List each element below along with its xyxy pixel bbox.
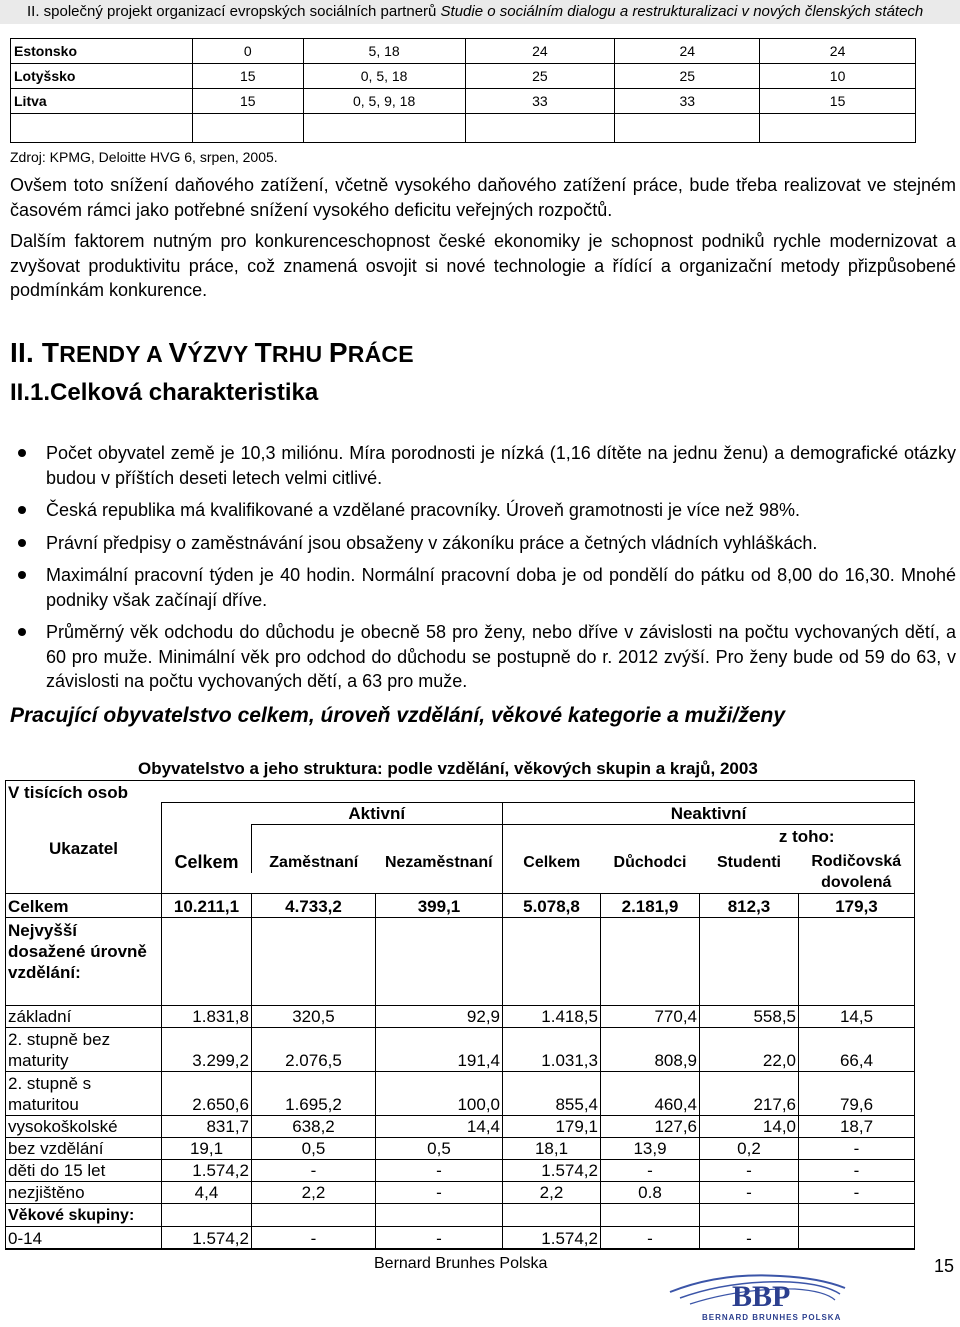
section-heading: II. TRENDY A VÝZVY TRHU PRÁCE — [10, 337, 414, 368]
table-row: vysokoškolské 831,7 638,2 14,4 179,1 127,6 14,0 18,7 — [6, 1115, 915, 1137]
table-heading: Pracující obyvatelstvo celkem, úroveň vzdělání, věkové kategorie a muži/ženy — [10, 704, 786, 727]
logo-text: BBP — [732, 1280, 791, 1313]
table-row: děti do 15 let 1.574,2 - - 1.574,2 - - - — [6, 1159, 915, 1181]
table-row: Celkem 10.211,1 4.733,2 399,1 5.078,8 2.181,9 812,3 179,3 — [6, 893, 915, 917]
col-header: Rodičovská dovolená — [799, 847, 915, 894]
logo-subtext: BERNARD BRUNHES POLSKA — [702, 1313, 842, 1322]
paragraph-1: Ovšem toto snížení daňového zatížení, včetně vysokého daňového zatížení práce, bude třeba realizovat ve stejném časovém rámci jako potřebné snížení vysokého deficitu veřejných rozpočtů. — [10, 175, 956, 220]
ztoho-header: z toho: — [700, 825, 915, 847]
table-row: bez vzdělání 19,1 0,5 0,5 18,1 13,9 0,2 - — [6, 1137, 915, 1159]
col-header: Důchodci — [613, 853, 687, 871]
list-item: Průměrný věk odchodu do důchodu je obecně 58 pro ženy, nebo dříve v závislosti na počtu vychovaných dětí, a 60 pro muže. Minimální věk pro odchod do důchodu se postupně do r. 2012 zvýší. Pro ženy bude od 59 do 63, v závislosti na počtu vychovaných dětí, a 63 pro muže. — [10, 620, 956, 694]
table-row: Estonsko 0 5, 18 24 24 24 — [11, 39, 916, 64]
col-header: Celkem — [503, 847, 601, 873]
table-row: 0-14 1.574,2 - - 1.574,2 - - — [6, 1226, 915, 1249]
header-title: Studie o sociálním dialogu a restrukturalizaci v nových členských státech — [440, 3, 924, 20]
bbp-logo-icon — [660, 1262, 860, 1322]
col-header: Studenti — [717, 853, 781, 871]
page-number: 15 — [934, 1256, 955, 1276]
list-item: Právní předpisy o zaměstnávání jsou obsaženy v zákoníku práce a četných vládních vyhláškách. — [10, 531, 956, 556]
table-row-empty — [11, 114, 916, 143]
running-header — [0, 0, 960, 24]
source-note: Zdroj: KPMG, Deloitte HVG 6, srpen, 2005. — [10, 149, 278, 165]
subsection-heading: II.1.Celková charakteristika — [10, 379, 319, 406]
header-prefix: II. společný projekt organizací evropských sociálních partnerů — [27, 3, 441, 20]
population-table — [5, 780, 915, 1250]
col-header: Celkem — [162, 847, 252, 873]
ukazatel-header: Ukazatel — [6, 825, 162, 873]
footer-author: Bernard Brunhes Polska — [374, 1255, 548, 1272]
table-row: Litva 15 0, 5, 9, 18 33 33 15 — [11, 89, 916, 114]
list-item: Počet obyvatel země je 10,3 miliónu. Míra porodnosti je nízká (1,16 dítěte na jednu ženu) a demografické otázky budou v příštích deseti letech velmi citlivé. — [10, 441, 956, 490]
active-header: Aktivní — [252, 803, 503, 825]
table-row: 2. stupně bez maturity 3.299,2 2.076,5 191,4 1.031,3 808,9 22,0 66,4 — [6, 1027, 915, 1071]
bullet-list — [10, 441, 956, 702]
list-item: Maximální pracovní týden je 40 hodin. Normální pracovní doba je od pondělí do pátku od 8,00 do 16,30. Mnohé podniky však začínají dříve. — [10, 563, 956, 612]
footer-rule — [6, 1248, 914, 1249]
table-row: nezjištěno 4,4 2,2 - 2,2 0.8 - - — [6, 1181, 915, 1203]
inactive-header: Neaktivní — [503, 803, 915, 825]
table-row: 2. stupně s maturitou 2.650,6 1.695,2 100,0 855,4 460,4 217,6 79,6 — [6, 1071, 915, 1115]
list-item: Česká republika má kvalifikované a vzdělané pracovníky. Úroveň gramotnosti je více než 98%. — [10, 498, 956, 523]
bbp-logo — [660, 1262, 860, 1322]
age-heading: Věkové skupiny: — [6, 1203, 162, 1226]
table-caption: Obyvatelstvo a jeho struktura: podle vzdělání, věkových skupin a krajů, 2003 — [138, 759, 758, 778]
paragraph-2: Dalším faktorem nutným pro konkurenceschopnost české ekonomiky je schopnost podniků rychle modernizovat a zvyšovat produktivitu práce, což znamená osvojit si nové technologie a řídící a organizační metody přizpůsobené podmínkám konkurence. — [10, 231, 956, 300]
country-table — [10, 38, 916, 143]
col-header: Nezaměstnaní — [384, 853, 493, 871]
col-header: Zaměstnaní — [252, 847, 376, 873]
table-row: Lotyšsko 15 0, 5, 18 25 25 10 — [11, 64, 916, 89]
table-row: základní 1.831,8 320,5 92,9 1.418,5 770,4 558,5 14,5 — [6, 1005, 915, 1027]
unit-label: V tisících osob — [6, 781, 162, 803]
edu-heading: Nejvyšší dosažené úrovně vzdělání: — [6, 917, 162, 1005]
